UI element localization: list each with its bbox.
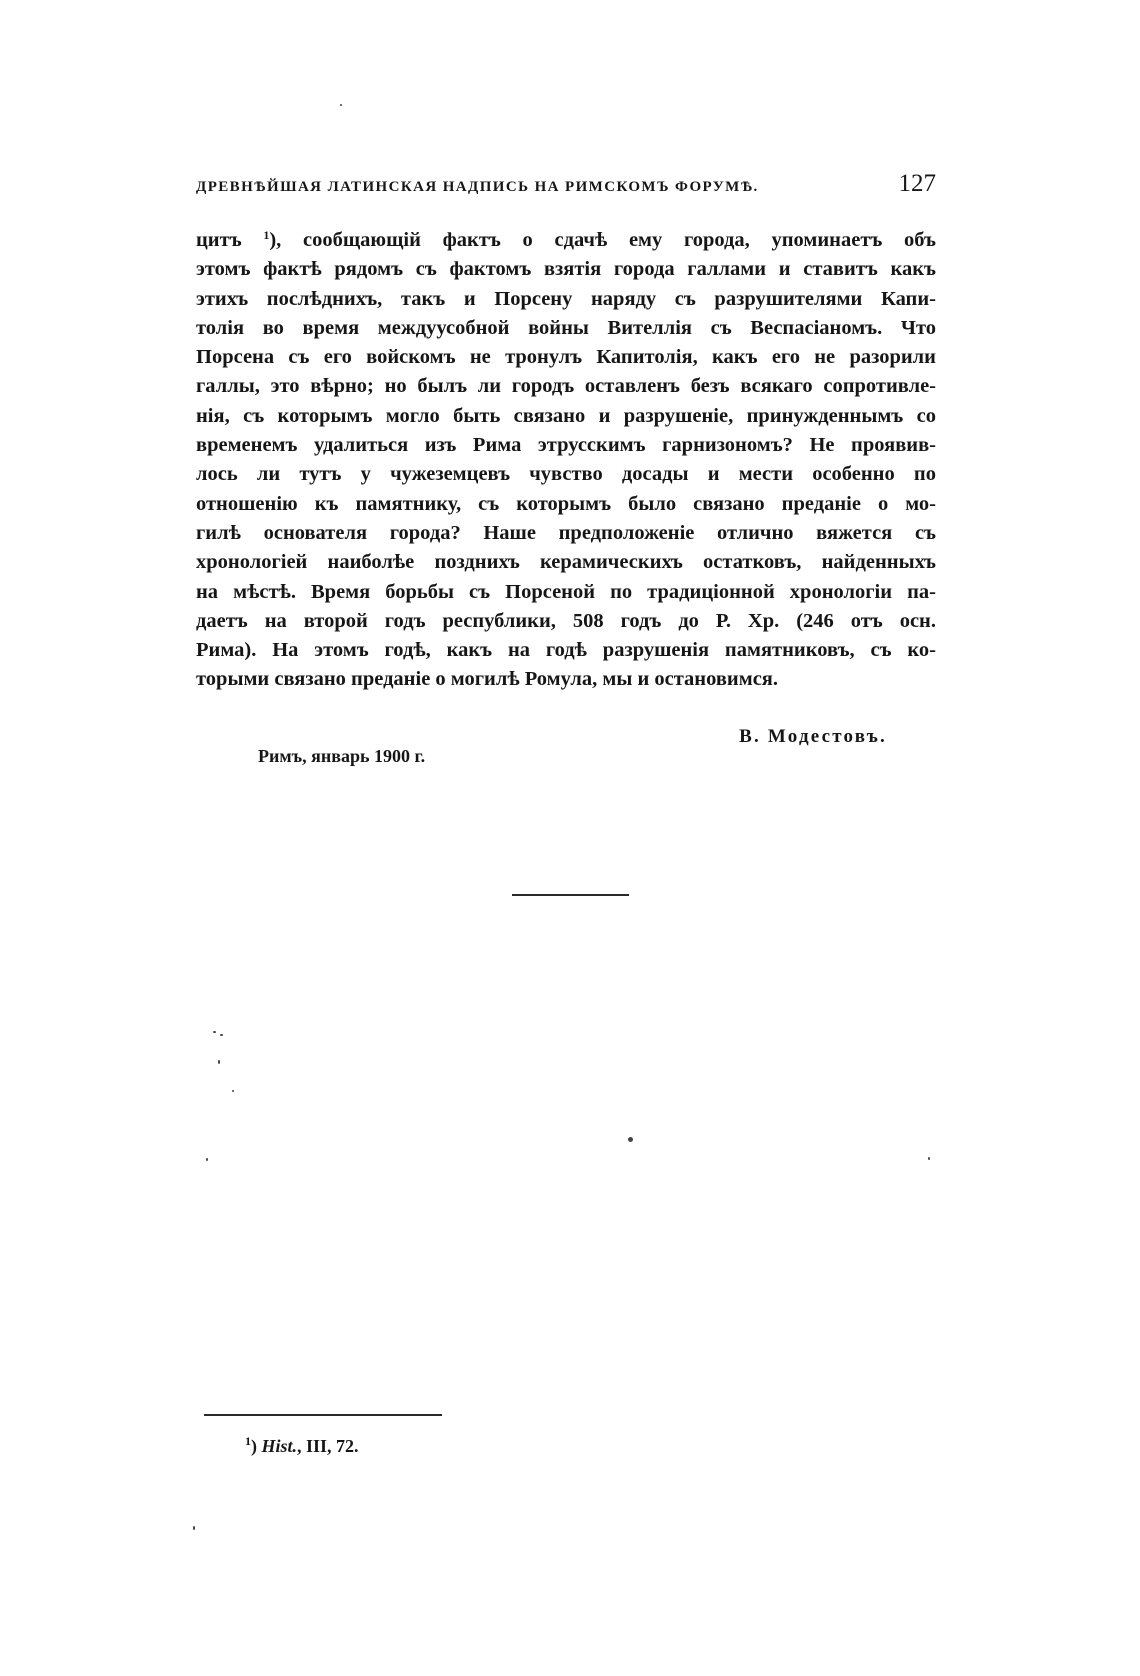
scan-speck <box>213 1031 216 1033</box>
text-line: временемъ удалиться изъ Рима этрусскимъ гарнизономъ? Не проявив- <box>196 434 936 457</box>
footnote-source: Hist. <box>261 1436 298 1456</box>
scan-speck <box>220 1034 223 1036</box>
text-line: отношенію къ памятнику, съ которымъ было связано преданіе о мо- <box>196 492 936 515</box>
line-start: цитъ <box>196 229 242 251</box>
body-paragraph <box>196 226 936 695</box>
text-line: гилѣ основателя города? Наше предположеніе отлично вяжется съ <box>196 521 936 544</box>
footnote <box>245 1436 359 1457</box>
author-signature: В. Модестовъ. <box>739 726 887 747</box>
section-divider <box>512 894 629 896</box>
scan-speck <box>193 1526 195 1530</box>
dateline: Римъ, январь 1900 г. <box>258 746 426 766</box>
footnote-paren: ) <box>251 1436 257 1456</box>
text-line: галлы, это вѣрно; но былъ ли городъ оставленъ безъ всякаго сопротивле- <box>196 375 936 398</box>
scan-speck <box>628 1137 633 1142</box>
footnote-mark: 1 <box>245 1434 251 1448</box>
scan-speck <box>218 1060 220 1064</box>
text-line: толія во время междуусобной войны Вителлія съ Веспасіаномъ. Что <box>196 316 936 339</box>
text-line: Порсена съ его войскомъ не тронулъ Капитолія, какъ его не разорили <box>196 346 936 369</box>
text-line <box>196 226 936 255</box>
text-line: Рима). На этомъ годѣ, какъ на годѣ разрушенія памятниковъ, съ ко- <box>196 639 936 662</box>
text-line: этомъ фактѣ рядомъ съ фактомъ взятія города галлами и ставитъ какъ <box>196 258 936 281</box>
footnote-ref: , III, 72. <box>297 1436 359 1456</box>
page-header <box>196 170 936 198</box>
text-line: лось ли тутъ у чужеземцевъ чувство досады и мести особенно по <box>196 463 936 486</box>
scan-speck <box>340 104 342 106</box>
running-title: ДРЕВНѢЙШАЯ ЛАТИНСКАЯ НАДПИСЬ НА РИМСКОМЪ ФОРУМѢ. <box>196 179 759 195</box>
text-line: торыми связано преданіе о могилѣ Ромула, мы и остановимся. <box>196 668 779 691</box>
text-line: этихъ послѣднихъ, такъ и Порсену наряду съ разрушителями Капи- <box>196 287 936 310</box>
text-line: хронологіей наиболѣе позднихъ керамическихъ остатковъ, найденныхъ <box>196 551 936 574</box>
scan-speck <box>928 1157 930 1160</box>
line-rest: ), сообщающій фактъ о сдачѣ ему города, упоминаетъ объ <box>269 229 937 251</box>
text-line: нія, съ которымъ могло быть связано и разрушеніе, принужденнымъ со <box>196 404 936 427</box>
page-number: 127 <box>898 170 936 197</box>
footnote-rule <box>204 1414 442 1416</box>
text-line: даетъ на второй годъ республики, 508 годъ до Р. Хр. (246 отъ осн. <box>196 609 936 632</box>
scan-speck <box>206 1158 208 1161</box>
footnote-reference: 1 <box>263 228 270 242</box>
scan-speck <box>232 1090 234 1092</box>
text-line: на мѣстѣ. Время борьбы съ Порсеной по традиціонной хронологіи па- <box>196 580 936 603</box>
